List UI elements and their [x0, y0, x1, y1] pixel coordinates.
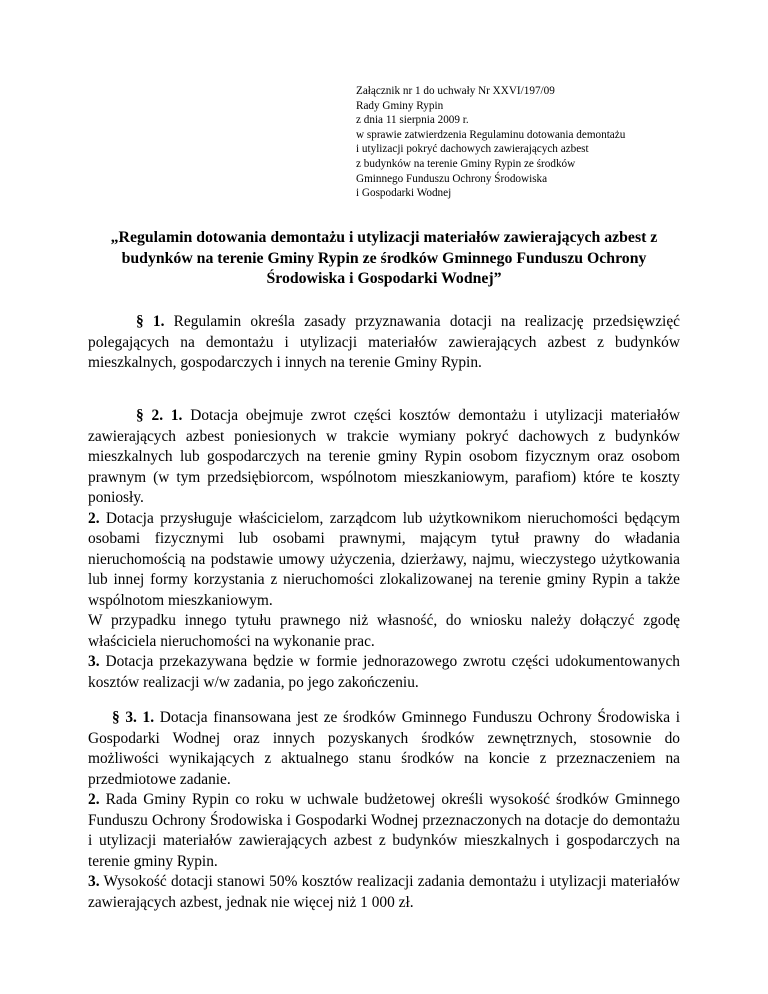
section-2-paragraph-2b: W przypadku innego tytułu prawnego niż własność, do wniosku należy dołączyć zgodę właściciela nieruchomości na wykonanie prac. — [88, 612, 680, 650]
section-3-paragraph-1 — [88, 708, 680, 790]
section-3-paragraph-2 — [88, 790, 680, 872]
section-3-point-2-label: 2. — [88, 791, 100, 808]
section-3 — [88, 708, 680, 913]
section-1 — [88, 312, 680, 374]
section-1-text: Regulamin określa zasady przyznawania dotacji na realizację przedsięwzięć polegających na demontażu i utylizacji materiałów zawierających azbest z budynków mieszkalnych, gospodarczych i innych na terenie Gminy Rypin. — [88, 313, 680, 371]
section-3-text-3: Wysokość dotacji stanowi 50% kosztów realizacji zadania demontażu i utylizacji materiałów zawierających azbest, jednak nie więcej niż 1 000 zł. — [88, 873, 680, 911]
section-1-label: § 1. — [136, 313, 165, 330]
section-2-text-1: Dotacja obejmuje zwrot części kosztów demontażu i utylizacji materiałów zawierających azbest poniesionych w trakcie wymiany pokryć dachowych z budynków mieszkalnych lub gospodarczych na terenie gminy Rypin osobom fizycznym oraz osobom prawnym (w tym przedsiębiorcom, wspólnotom mieszkaniowym, parafiom) które te koszty poniosły. — [88, 407, 680, 506]
section-2-text-2: Dotacja przysługuje właścicielom, zarządcom lub użytkownikom nieruchomości będącym osobami fizycznymi lub osobami prawnymi, mającym tytuł prawny do władania nieruchomością na podstawie umowy użyczenia, dzierżawy, najmu, wieczystego użytkowania lub innej formy korzystania z nieruchomości zlokalizowanej na terenie gminy Rypin a także wspólnotom mieszkaniowym. — [88, 509, 680, 609]
header-line: Załącznik nr 1 do uchwały Nr XXVI/197/09 — [356, 85, 555, 97]
header-line: Rady Gminy Rypin — [356, 99, 444, 112]
section-3-text-1: Dotacja finansowana jest ze środków Gminnego Funduszu Ochrony Środowiska i Gospodarki Wodnej oraz innych pozyskanych środków zewnętrznych, stosownie do możliwości wynikających z aktualnego stanu środków na koncie z przeznaczeniem na przedmiotowe zadanie. — [88, 709, 680, 788]
attachment-header — [356, 84, 696, 201]
header-line: z budynków na terenie Gminy Rypin ze środków — [356, 157, 576, 170]
section-2-point-2-label: 2. — [88, 509, 100, 527]
section-2-paragraph-3 — [88, 652, 680, 693]
section-1-paragraph — [88, 312, 680, 374]
section-3-paragraph-3 — [88, 872, 680, 913]
section-2-paragraph-2 — [88, 509, 680, 612]
section-2-text-3: Dotacja przekazywana będzie w formie jednorazowego zwrotu części udokumentowanych kosztów realizacji w/w zadania, po jego zakończeniu. — [88, 653, 680, 691]
section-2 — [88, 406, 680, 693]
section-2-point-3-label: 3. — [88, 653, 100, 670]
section-3-point-3-label: 3. — [88, 873, 100, 890]
header-line: Gminnego Funduszu Ochrony Środowiska — [356, 172, 548, 185]
header-line: w sprawie zatwierdzenia Regulaminu dotowania demontażu — [356, 128, 626, 141]
section-2-paragraph-1 — [88, 406, 680, 509]
document-title: „Regulamin dotowania demontażu i utylizacji materiałów zawierających azbest z budynków na terenie Gminy Rypin ze środków Gminnego Funduszu Ochrony Środowiska i Gospodarki Wodnej” — [110, 229, 658, 288]
header-line: z dnia 11 sierpnia 2009 r. — [356, 114, 469, 127]
header-line: i utylizacji pokryć dachowych zawierających azbest — [356, 143, 589, 156]
section-3-text-2: Rada Gminy Rypin co roku w uchwale budżetowej określi wysokość środków Gminnego Funduszu Ochrony Środowiska i Gospodarki Wodnej przeznaczonych na dotacje do demontażu i utylizacji materiałów zawierających azbest z budynków mieszkalnych i gospodarczych na terenie gminy Rypin. — [88, 791, 680, 870]
section-3-label: § 3. 1. — [112, 709, 155, 726]
header-line: i Gospodarki Wodnej — [356, 187, 452, 200]
section-2-label: § 2. 1. — [136, 407, 183, 424]
